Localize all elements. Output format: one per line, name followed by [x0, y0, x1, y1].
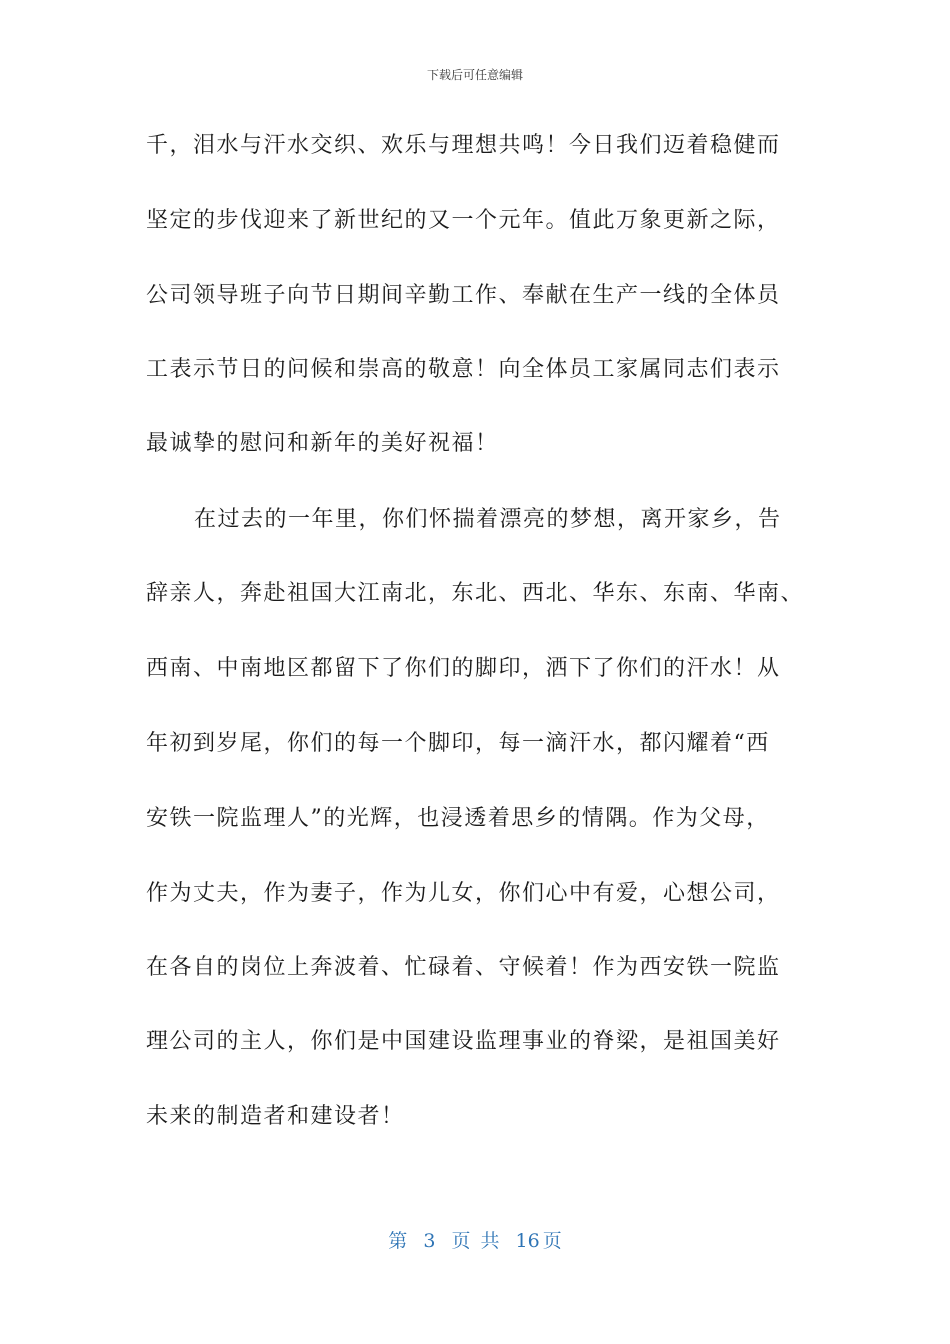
page-number-footer: [0, 1226, 950, 1253]
body-line: 作为丈夫，作为妻子，作为儿女，你们心中有爱，心想公司，: [146, 881, 781, 906]
body-line: 西南、中南地区都留下了你们的脚印，洒下了你们的汗水！从: [146, 656, 781, 681]
body-line: 最诚挚的慰问和新年的美好祝福！: [146, 431, 499, 456]
body-line: 未来的制造者和建设者！: [146, 1104, 405, 1129]
body-line: 安铁一院监理人”的光辉，也浸透着思乡的情隅。作为父母，: [146, 806, 770, 831]
paragraph-start-line: 在过去的一年里，你们怀揣着漂亮的梦想，离开家乡，告: [194, 507, 782, 532]
body-line: 辞亲人，奔赴祖国大江南北，东北、西北、华东、东南、华南、: [146, 581, 805, 606]
body-line: 理公司的主人，你们是中国建设监理事业的脊梁，是祖国美好: [146, 1029, 781, 1054]
body-line: 千，泪水与汗水交织、欢乐与理想共鸣！今日我们迈着稳健而: [146, 133, 781, 158]
body-line: 在各自的岗位上奔波着、忙碌着、守候着！作为西安铁一院监: [146, 955, 781, 980]
footer-suffix: 页: [542, 1230, 562, 1252]
page-header: 下载后可任意编辑: [426, 68, 523, 82]
footer-middle: 页 共: [451, 1230, 500, 1252]
total-page-count: 16: [515, 1230, 540, 1252]
body-line: 公司领导班子向节日期间辛勤工作、奉献在生产一线的全体员: [146, 283, 781, 308]
body-line: 工表示节日的问候和崇高的敬意！向全体员工家属同志们表示: [146, 357, 781, 382]
current-page-number: 3: [423, 1230, 436, 1252]
footer-prefix: 第: [388, 1230, 408, 1252]
body-line: 坚定的步伐迎来了新世纪的又一个元年。值此万象更新之际，: [146, 208, 781, 233]
body-line: 年初到岁尾，你们的每一个脚印，每一滴汗水，都闪耀着“西: [146, 731, 770, 756]
